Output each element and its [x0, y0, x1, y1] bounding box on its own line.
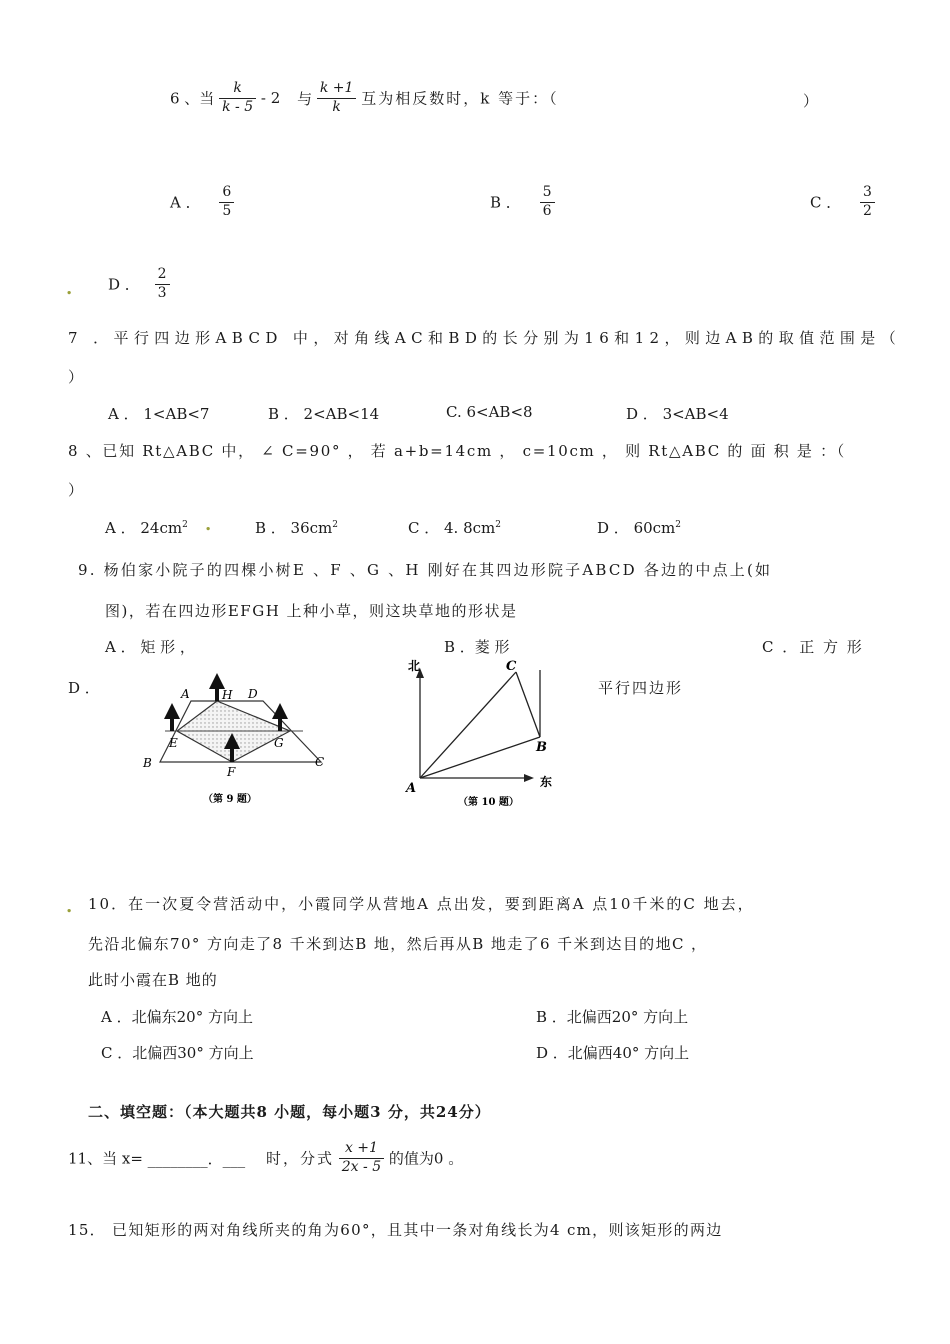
q6-opt-d-den: 3: [155, 284, 170, 303]
q6-and: 与: [297, 89, 313, 108]
q6-opt-b-num: 5: [542, 184, 552, 200]
margin-dot: .: [66, 278, 73, 299]
q7-option-c: C. 6<AB<8: [446, 403, 533, 421]
q8-opt-d-sup: 2: [675, 520, 682, 530]
q6-opt-b-letter: B ．: [490, 193, 521, 212]
q6-opt-d-letter: D ．: [108, 275, 140, 294]
q10-line-1: 10．在一次夏令营活动中，小霞同学从营地A 点出发，要到距离A 点10千米的C 地去，: [88, 895, 755, 913]
q8-option-a: [105, 517, 188, 538]
fig10-label-c: C: [506, 659, 517, 674]
q7-option-a: A ． 1<AB<7: [108, 405, 210, 423]
q6-option-c: [810, 184, 875, 220]
q6-opt-a-fraction: [219, 184, 234, 220]
q6-opt-d-fraction: [155, 266, 170, 302]
fig10-caption: （第 10 题）: [458, 797, 519, 808]
q8-opt-a-sup: 2: [182, 520, 188, 530]
q8-opt-c-sup: 2: [495, 520, 501, 530]
q11-blank[interactable]: ________．___: [147, 1149, 246, 1168]
q11-frac-numerator: x +1: [344, 1140, 378, 1156]
figure-9-quadrilateral: [135, 665, 335, 815]
q10-line-2: 先沿北偏东70° 方向走了8 千米到达B 地，然后再从B 地走了6 千米到达目的地C ，: [88, 935, 708, 953]
question-6: [170, 80, 559, 116]
q6-opt-b-fraction: [540, 184, 555, 220]
q8-line-1: 8 、已知 Rt△ABC 中， ∠ C=90° ， 若 a+b=14cm ， c=10cm ， 则 Rt△ABC 的 面 积 是 ：（: [68, 442, 846, 460]
q11-frac-denominator: 2x - 5: [339, 1158, 384, 1177]
q9-option-c: C ．正 方 形: [762, 638, 864, 656]
segment-bc: [516, 672, 540, 737]
q15-text: 15． 已知矩形的两对角线所夹的角为60°，且其中一条对角线长为4 cm，则该矩形的两边: [68, 1221, 723, 1239]
q6-opt-c-letter: C ．: [810, 193, 842, 212]
fig9-label-e: E: [169, 736, 178, 750]
fig9-label-a: A: [181, 687, 190, 701]
q8-option-c: [408, 517, 501, 538]
q8-opt-b-sup: 2: [332, 520, 339, 530]
q6-option-b: [490, 184, 555, 220]
q6-opt-a-den: 5: [219, 202, 234, 221]
question-11: [68, 1140, 463, 1176]
q6-prefix: 6 、当: [170, 89, 215, 108]
q7-option-b: B ． 2<AB<14: [268, 405, 380, 423]
fig10-label-b: B: [536, 740, 547, 755]
fig9-label-c: C: [315, 755, 325, 769]
q6-opt-b-den: 6: [540, 202, 555, 221]
q7-option-d: D ． 3<AB<4: [626, 405, 729, 423]
fig9-label-d: D: [248, 687, 258, 701]
q6-frac2-numerator: k +1: [319, 80, 354, 96]
q6-minus-two: - 2: [260, 89, 281, 107]
q6-opt-c-den: 2: [860, 202, 875, 221]
q10-line-3: 此时小霞在B 地的: [88, 971, 218, 989]
fig10-label-a: A: [406, 781, 417, 796]
fig9-label-h: H: [222, 688, 233, 702]
q10-option-c: C ．北偏西30° 方向上: [101, 1044, 254, 1062]
figure-10-direction-diagram: [398, 650, 568, 810]
q6-opt-c-num: 3: [863, 184, 872, 200]
q8-opt-a-text: A ． 24cm: [105, 519, 183, 537]
north-label: 北: [408, 659, 421, 673]
q9-option-b: B ．菱 形: [444, 638, 510, 656]
east-label: 东: [540, 775, 553, 789]
q8-option-d: [597, 517, 681, 538]
fig9-label-g: G: [274, 736, 284, 750]
q6-suffix: 互为相反数时，k 等于：（: [361, 89, 559, 108]
q6-fraction-1: [219, 80, 256, 116]
q6-opt-d-num: 2: [157, 266, 167, 282]
q6-option-a: [170, 184, 234, 220]
q9-line-2: 图)，若在四边形EFGH 上种小草，则这块草地的形状是: [105, 602, 518, 620]
q8-opt-d-text: D ． 60cm: [597, 519, 676, 537]
q6-frac2-denominator: k: [317, 98, 357, 117]
q8-opt-b-text: B ． 36cm: [255, 519, 333, 537]
q6-close-paren: ）: [803, 92, 819, 110]
section-2-title: 二、填空题：（本大题共8 小题，每小题3 分，共24分）: [88, 1103, 491, 1121]
margin-dot: .: [66, 896, 73, 917]
margin-dot: .: [205, 514, 212, 535]
q6-frac1-numerator: k: [233, 80, 242, 96]
east-arrow-icon: [524, 774, 534, 782]
q8-opt-c-text: C ． 4. 8cm: [408, 519, 496, 537]
q6-frac1-denominator: k - 5: [219, 98, 256, 117]
q11-fraction: [339, 1140, 384, 1176]
fig9-label-b: B: [143, 756, 152, 770]
q10-option-d: D ．北偏西40° 方向上: [536, 1044, 690, 1062]
q10-option-b: B ．北偏西20° 方向上: [536, 1008, 689, 1026]
q9-option-d-letter: D ．: [68, 679, 100, 697]
q6-opt-a-letter: A ．: [170, 193, 201, 212]
q9-line-1: 9. 杨伯家小院子的四棵小树E 、F 、G 、H 刚好在其四边形院子ABCD 各边的中点上(如: [78, 561, 773, 579]
q6-opt-a-num: 6: [222, 184, 232, 200]
fig9-label-f: F: [227, 765, 236, 779]
q10-option-a: A ．北偏东20° 方向上: [101, 1008, 253, 1026]
q11-mid: 时，分式: [265, 1149, 334, 1168]
q6-option-d: [108, 266, 170, 302]
q8-option-b: [255, 517, 338, 538]
q6-fraction-2: [317, 80, 357, 116]
q7-line-2: ）: [68, 368, 84, 386]
q7-line-1: 7 ．平行四边形ABCD 中，对角线AC和BD的长分别为16和12，则边AB的取值范围是（: [68, 329, 902, 347]
q6-opt-c-fraction: [860, 184, 875, 220]
q9-option-d-text: 平行四边形: [598, 679, 684, 697]
fig9-caption: （第 9 题）: [203, 794, 257, 805]
q9-option-a: A ． 矩 形 ，: [105, 638, 195, 656]
q11-suffix: 的值为0 。: [388, 1149, 464, 1168]
q8-line-2: ）: [68, 481, 84, 499]
q11-prefix: 11、当 x=: [68, 1149, 143, 1168]
